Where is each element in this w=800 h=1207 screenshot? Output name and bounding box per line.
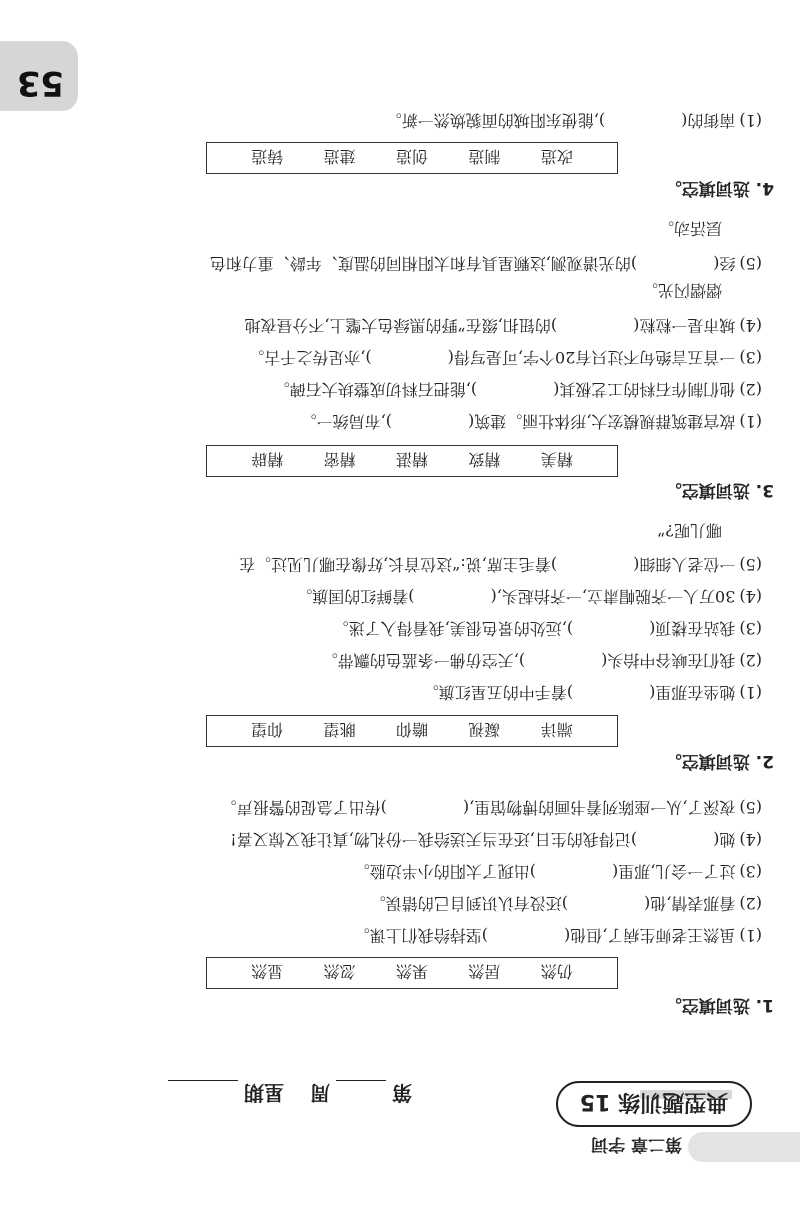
word-option: 显然: [251, 962, 284, 982]
exercise-title: 典型题训练 15: [580, 1089, 728, 1120]
word-option: 精湛: [396, 450, 429, 470]
q3-item-1: (1)故宫建筑群规模宏大,形体壮丽。建筑(),布局统一。: [300, 412, 762, 431]
word-option: 创造: [396, 147, 429, 167]
question-2-title: 2.选词填空。: [664, 751, 774, 771]
question-4-title: 4.选词填空。: [664, 178, 774, 198]
q2-item-2: (2)我们在峡谷中抬头(),天空仿佛一条蓝色的飘带。: [321, 651, 762, 670]
exercise-title-badge: [556, 1081, 752, 1127]
q1-item-2: (2)看那表情,他()还没有认识到自己的错误。: [369, 894, 762, 913]
q3-item-4-continuation: 熠熠闪光。: [641, 281, 722, 300]
question-4-word-box: [206, 142, 618, 174]
q3-item-2: (2)他们制作石料的工艺极其(),能把石料切成整块大石碑。: [273, 380, 762, 399]
word-option: 精致: [468, 450, 501, 470]
weekday-blank[interactable]: [168, 1080, 238, 1099]
word-option: 铸造: [251, 147, 284, 167]
word-option: 端详: [540, 720, 573, 740]
q1-item-1: (1)虽然王老师生病了,但他()坚持给我们上课。: [353, 926, 762, 945]
question-1-title: 1.选词填空。: [664, 995, 774, 1015]
word-option: 仍然: [540, 962, 573, 982]
word-option: 眺望: [323, 720, 356, 740]
word-option: 忽然: [323, 962, 356, 982]
word-option: 瞻仰: [396, 720, 429, 740]
q1-item-4: (4)她()记得我的生日,还在当天送给我一份礼物,真让我又惊又喜!: [230, 830, 762, 849]
q2-item-5-continuation: 哪儿呢?”: [657, 521, 722, 540]
q1-item-5: (5)夜深了,从一座陈列着书画的博物馆里,()传出了急促的警报声。: [220, 798, 762, 817]
q4-item-1: (1)南街的(),能使东阳城的面貌焕然一新。: [385, 111, 762, 130]
question-3-title: 3.选词填空。: [664, 480, 774, 500]
word-option: 改造: [540, 147, 573, 167]
question-3-word-box: [206, 445, 618, 477]
q2-item-1: (1)她坐在那里()着手中的五星红旗。: [422, 683, 762, 702]
word-option: 居然: [468, 962, 501, 982]
chapter-tab: [688, 1132, 800, 1162]
word-option: 果然: [396, 962, 429, 982]
q2-item-5: (5)一位老人细细()着毛主席,说:“这位首长,好像在哪儿见过。在: [239, 555, 762, 574]
word-option: 精密: [323, 450, 356, 470]
exercise-number: 15: [579, 1089, 611, 1115]
q3-item-3: (3)一首五言绝句不过只有20个字,可是写得(),亦足传之千古。: [248, 348, 762, 367]
word-option: 精美: [540, 450, 573, 470]
q2-item-3: (3)我站在楼顶(),远处的景色很美,我看得入了迷。: [332, 619, 762, 638]
page-number: 53: [16, 63, 64, 103]
week-blank[interactable]: [336, 1080, 386, 1099]
word-option: 精辟: [251, 450, 284, 470]
q1-item-3: (3)过了一会儿,那里()出现了太阳的小半边脸。: [353, 862, 762, 881]
q3-item-5-continuation: 层活动。: [657, 219, 722, 238]
word-option: 建造: [323, 147, 356, 167]
scan-watermark: [706, 1189, 792, 1199]
q3-item-4: (4)城市是一粒粒()的钮扣,缀在”野的黑绿色大氅上,不分昼夜地: [244, 316, 762, 335]
chapter-header: 第二章 字词: [591, 1134, 682, 1154]
question-1-word-box: [206, 957, 618, 989]
word-option: 凝视: [468, 720, 501, 740]
q2-item-4: (4)30万人一齐脱帽肃立,一齐抬起头,()着鲜红的国旗。: [296, 587, 762, 606]
q3-item-5: (5)经()的光谱观测,这颗星具有和太阳相同的温度、年龄、重力和色: [209, 254, 762, 273]
word-option: 制造: [468, 147, 501, 167]
week-line: 第 周 星期: [168, 1080, 412, 1109]
word-option: 仰望: [251, 720, 284, 740]
question-2-word-box: [206, 715, 618, 747]
